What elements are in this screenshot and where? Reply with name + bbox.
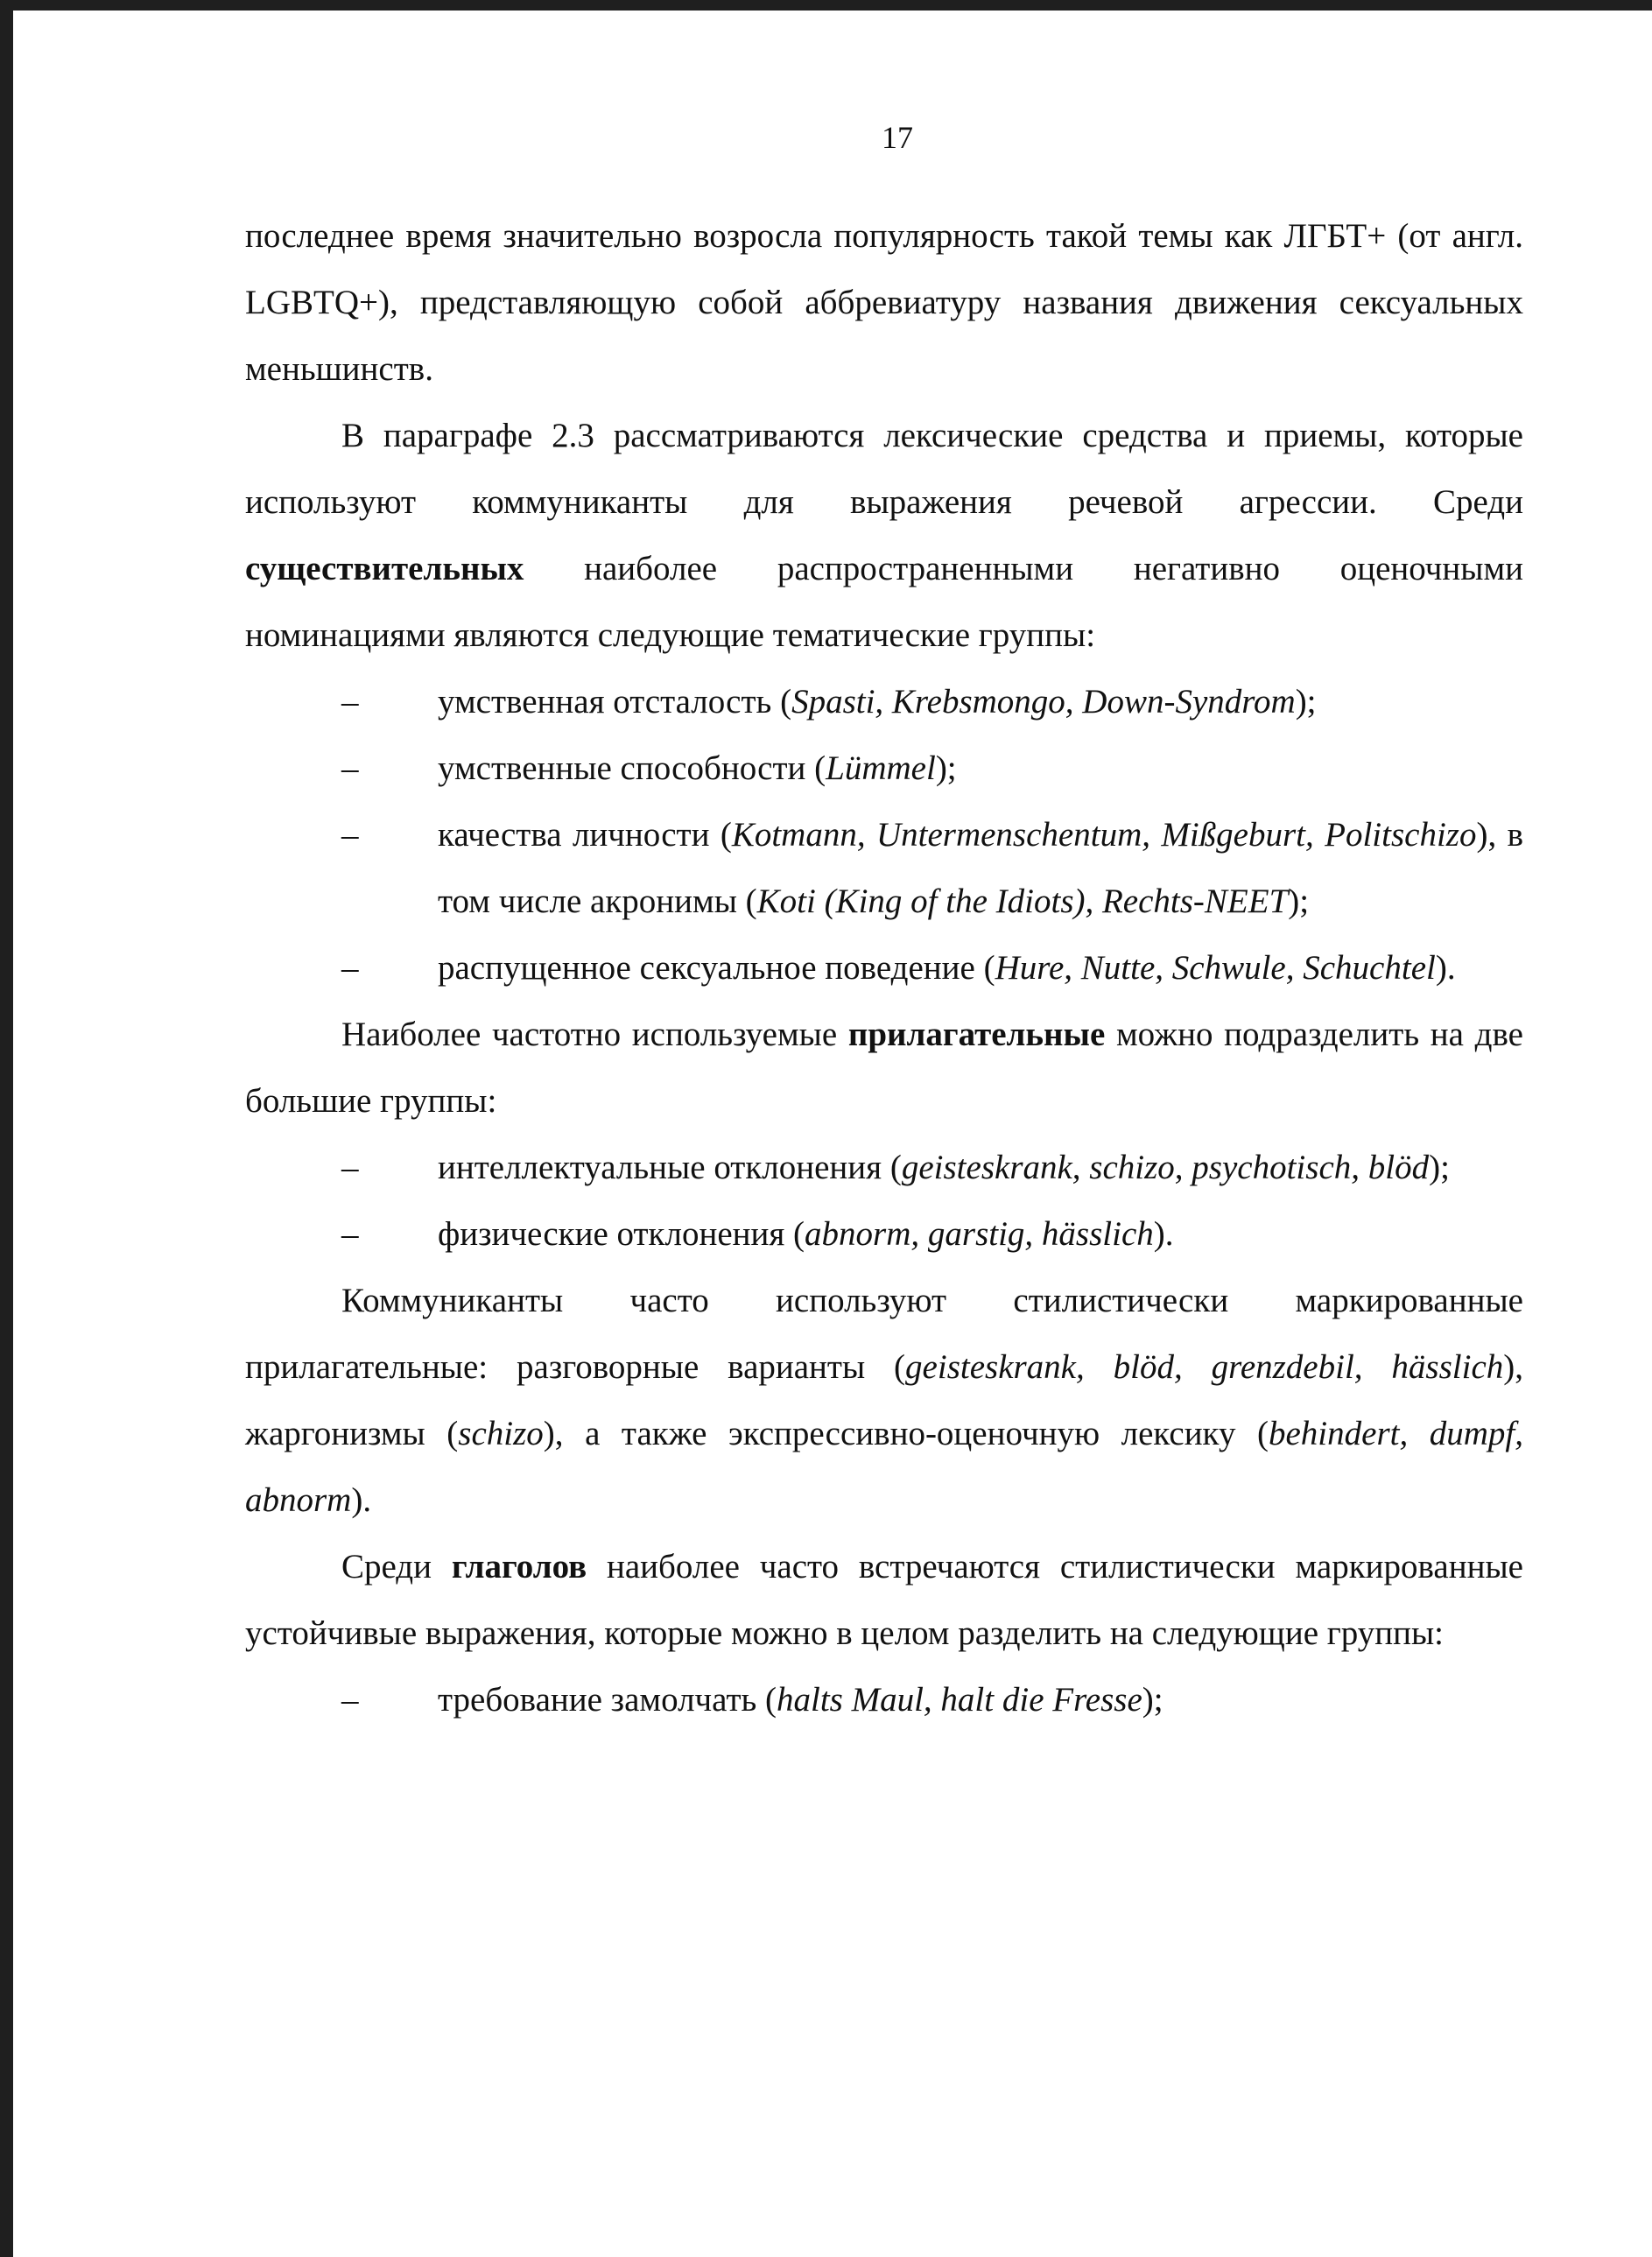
term-adjectives: прилагательные: [847, 1016, 1106, 1053]
text-span: ), жаргонизмы (: [245, 1348, 1523, 1452]
examples: halts Maul, halt die Fresse: [777, 1681, 1142, 1719]
examples-jargon: schizo: [458, 1415, 544, 1452]
paragraph-stylistic-adjectives: [245, 1268, 1523, 1534]
dash-marker: –: [341, 749, 359, 787]
paragraph-nouns: [245, 403, 1523, 669]
text-span: Среди: [341, 1548, 452, 1586]
document-page: [13, 11, 1652, 2257]
text-span: наиболее распространенными негативно оценочными номинациями являются следующие тематические группы:: [245, 550, 1523, 654]
text-span: наиболее часто встречаются стилистически маркированные устойчивые выражения, которые можно в целом разделить на следующие группы:: [245, 1548, 1523, 1652]
examples: abnorm, garstig, hässlich: [805, 1215, 1154, 1253]
list-item-physical-deviations: [245, 1201, 1523, 1268]
examples: Lümmel: [826, 749, 936, 787]
text-span: умственные способности (: [438, 749, 826, 787]
list-item-mental-retardation: [245, 669, 1523, 735]
text-span: можно подразделить на две большие группы:: [245, 1016, 1523, 1120]
term-nouns: существительных: [245, 550, 524, 587]
text-span: );: [1142, 1681, 1163, 1719]
examples: geisteskrank, schizo, psychotisch, blöd: [901, 1149, 1430, 1186]
dash-marker: –: [341, 1681, 359, 1719]
text-span: ).: [351, 1481, 372, 1519]
list-item-sexual-behavior: [245, 935, 1523, 1002]
text-span: Коммуниканты часто используют стилистически маркированные прилагательные: разговорные варианты (: [245, 1282, 1523, 1386]
text-span: интеллектуальные отклонения (: [438, 1149, 902, 1186]
term-verbs: глаголов: [451, 1548, 587, 1586]
dash-marker: –: [341, 949, 359, 987]
examples-expressive: behindert, dumpf, abnorm: [245, 1415, 1523, 1519]
paragraph-lgbt: последнее время значительно возросла популярность такой темы как ЛГБТ+ (от англ. LGBTQ+), представляющую собой аббревиатуру названия движения сексуальных меньшинств.: [245, 217, 1523, 388]
text-span: ).: [1435, 949, 1456, 987]
dash-marker: –: [341, 683, 359, 721]
text-span: Наиболее частотно используемые: [341, 1016, 848, 1053]
text-span: В параграфе 2.3 рассматриваются лексические средства и приемы, которые используют коммуниканты для выражения речевой агрессии. Среди: [245, 417, 1523, 521]
list-item-mental-abilities: [245, 735, 1523, 802]
dash-marker: –: [341, 1149, 359, 1186]
dash-marker: –: [341, 1215, 359, 1253]
text-span: требование замолчать (: [438, 1681, 777, 1719]
examples: Hure, Nutte, Schwule, Schuchtel: [995, 949, 1436, 987]
paragraph-adjectives: [245, 1002, 1523, 1135]
text-span: распущенное сексуальное поведение (: [438, 949, 995, 987]
text-span: ), а также экспрессивно-оценочную лексику (: [543, 1415, 1269, 1452]
text-span: );: [1429, 1149, 1450, 1186]
text-span: ), в том числе акронимы (: [438, 816, 1523, 920]
text-span: );: [1288, 882, 1310, 920]
text-span: );: [1295, 683, 1317, 721]
text-span: качества личности (: [438, 816, 732, 854]
page-body: [245, 203, 1523, 1733]
page-number: 17: [882, 120, 913, 155]
dash-marker: –: [341, 816, 359, 854]
text-span: );: [935, 749, 957, 787]
list-item-intellectual-deviations: [245, 1135, 1523, 1201]
text-span: физические отклонения (: [438, 1215, 805, 1253]
examples-acronyms: Koti (King of the Idiots), Rechts-NEET: [756, 882, 1289, 920]
paragraph-verbs: [245, 1534, 1523, 1667]
text-span: умственная отсталость (: [438, 683, 792, 721]
list-item-demand-silence: [245, 1667, 1523, 1733]
text-span: ).: [1153, 1215, 1174, 1253]
examples-colloquial: geisteskrank, blöd, grenzdebil, hässlich: [905, 1348, 1504, 1386]
examples: Kotmann, Untermenschentum, Mißgeburt, Politschizo: [731, 816, 1477, 854]
examples: Spasti, Krebsmongo, Down-Syndrom: [791, 683, 1296, 721]
list-item-personality: [245, 802, 1523, 935]
